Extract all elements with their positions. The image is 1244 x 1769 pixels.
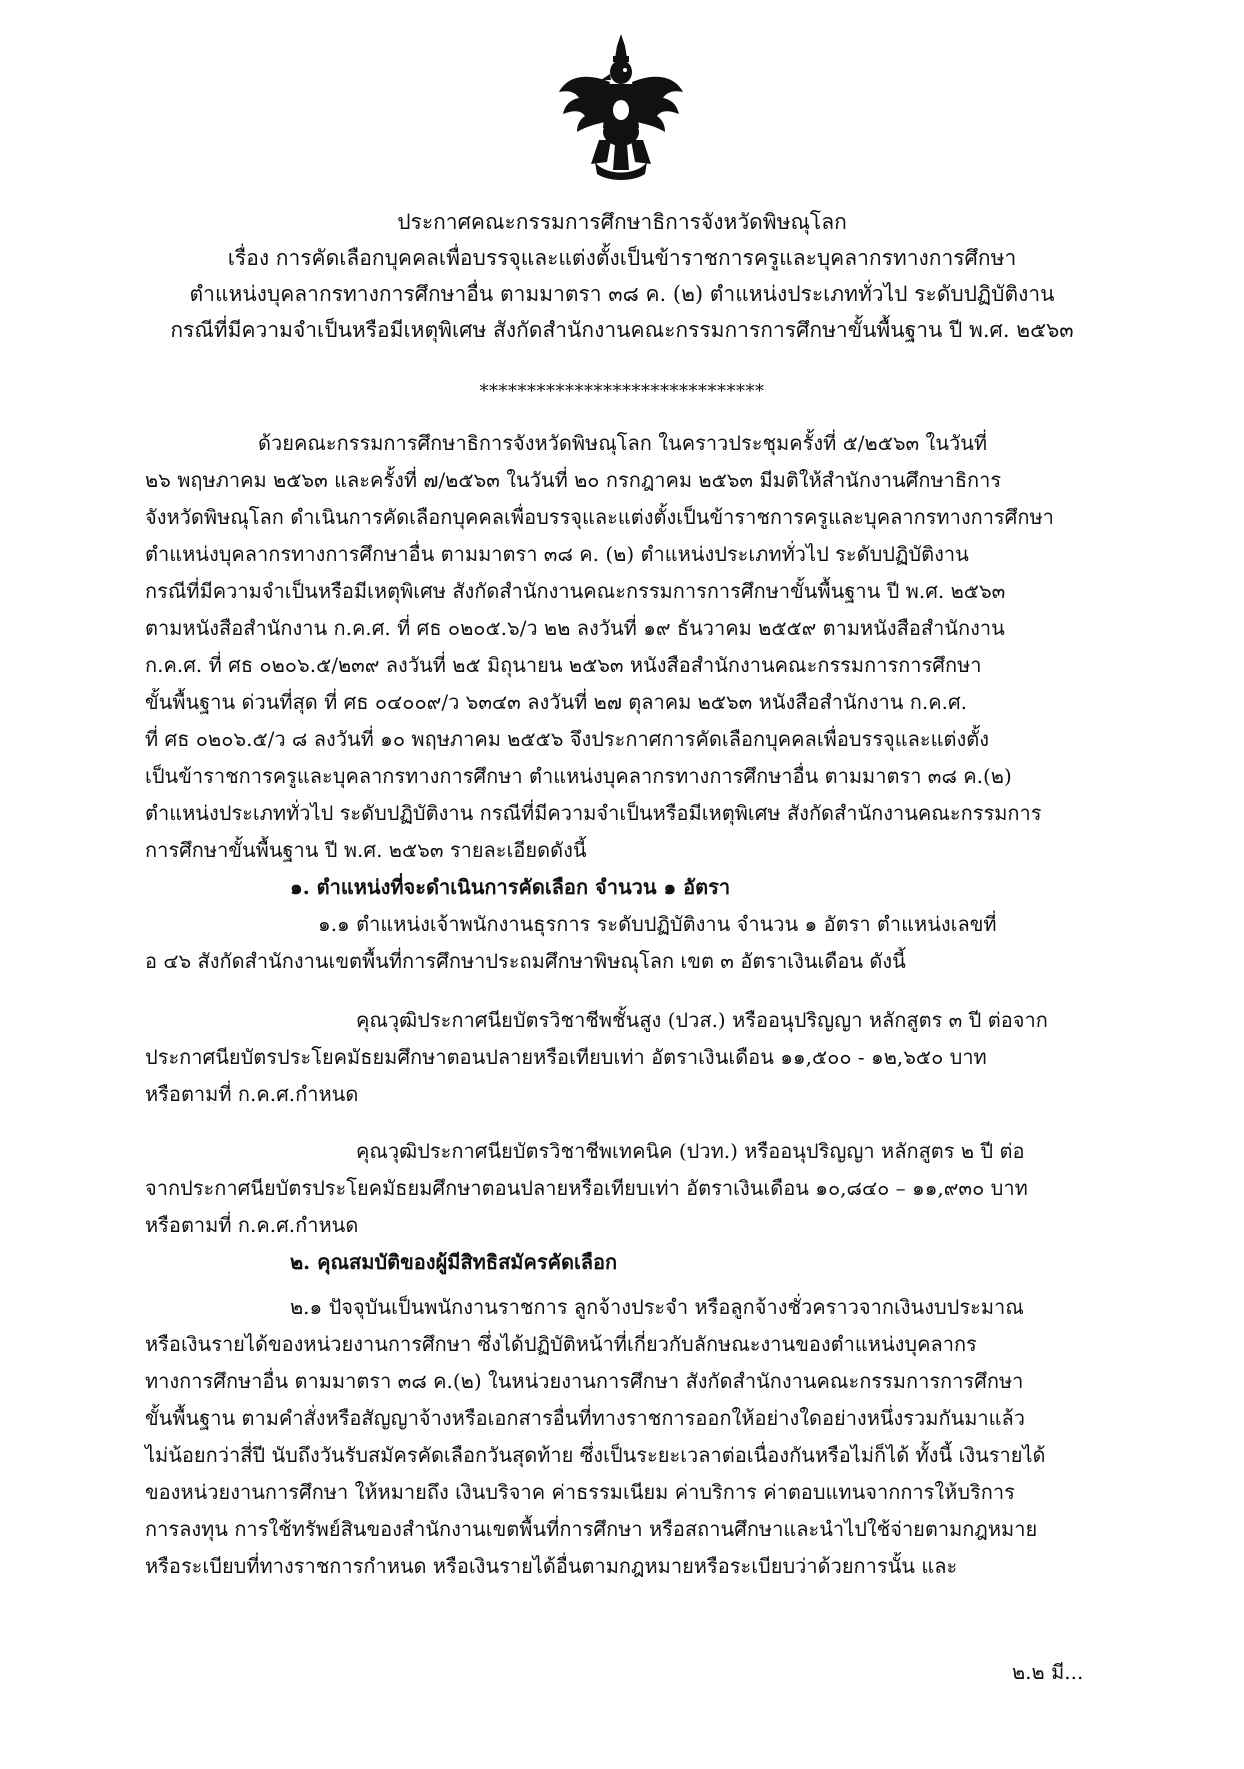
body-line: จังหวัดพิษณุโลก ดำเนินการคัดเลือกบุคคลเพื่อบรรจุและแต่งตั้งเป็นข้าราชการครูและบุคลากรทางการศึกษา (145, 505, 1054, 529)
body-line: ที่ ศธ ๐๒๐๖.๕/ว ๘ ลงวันที่ ๑๐ พฤษภาคม ๒๕๕๖ จึงประกาศการคัดเลือกบุคคลเพื่อบรรจุและแต่งตั้ง (145, 727, 990, 751)
body-line: หรือตามที่ ก.ค.ศ.กำหนด (145, 1213, 359, 1237)
document-title: ประกาศคณะกรรมการศึกษาธิการจังหวัดพิษณุโลก (397, 210, 847, 234)
body-line: กรณีที่มีความจำเป็นหรือมีเหตุพิเศษ สังกัดสำนักงานคณะกรรมการการศึกษาขั้นพื้นฐาน ปี พ.ศ. ๒๕๖๓ (145, 579, 1006, 603)
subject-line: กรณีที่มีความจำเป็นหรือมีเหตุพิเศษ สังกัดสำนักงานคณะกรรมการการศึกษาขั้นพื้นฐาน ปี พ.ศ. ๒๕๖๓ (170, 318, 1074, 342)
body-line: จากประกาศนียบัตรประโยคมัธยมศึกษาตอนปลายหรือเทียบเท่า อัตราเงินเดือน ๑๐,๘๔๐ – ๑๑,๙๓๐ บาท (145, 1176, 1028, 1200)
header-separator: ****************************** (479, 381, 765, 402)
subject-line: เรื่อง การคัดเลือกบุคคลเพื่อบรรจุและแต่งตั้งเป็นข้าราชการครูและบุคลากรทางการศึกษา (227, 246, 1017, 270)
body-line: ด้วยคณะกรรมการศึกษาธิการจังหวัดพิษณุโลก ในคราวประชุมครั้งที่ ๕/๒๕๖๓ ในวันที่ (258, 431, 988, 455)
body-line: ประกาศนียบัตรประโยคมัธยมศึกษาตอนปลายหรือเทียบเท่า อัตราเงินเดือน ๑๑,๕๐๐ - ๑๒,๖๕๐ บาท (145, 1045, 987, 1069)
subject-line: ตำแหน่งบุคลากรทางการศึกษาอื่น ตามมาตรา ๓๘ ค. (๒) ตำแหน่งประเภททั่วไป ระดับปฏิบัติงาน (189, 282, 1055, 306)
body-line: ของหน่วยงานการศึกษา ให้หมายถึง เงินบริจาค ค่าธรรมเนียม ค่าบริการ ค่าตอบแทนจากการให้บริการ (145, 1480, 1015, 1504)
body-line: การลงทุน การใช้ทรัพย์สินของสำนักงานเขตพื้นที่การศึกษา หรือสถานศึกษาและนำไปใช้จ่ายตามกฎหมาย (145, 1517, 1038, 1541)
body-line: ๒.๑ ปัจจุบันเป็นพนักงานราชการ ลูกจ้างประจำ หรือลูกจ้างชั่วคราวจากเงินงบประมาณ (290, 1295, 1024, 1319)
body-line: การศึกษาขั้นพื้นฐาน ปี พ.ศ. ๒๕๖๓ รายละเอียดดังนี้ (145, 838, 587, 862)
body-line: ทางการศึกษาอื่น ตามมาตรา ๓๘ ค.(๒) ในหน่วยงานการศึกษา สังกัดสำนักงานคณะกรรมการการศึกษา (145, 1369, 1024, 1393)
body-line: ขั้นพื้นฐาน ตามคำสั่งหรือสัญญาจ้างหรือเอกสารอื่นที่ทางราชการออกให้อย่างใดอย่างหนึ่งรวมกันมาแล้ว (145, 1406, 1026, 1430)
body-line: ตามหนังสือสำนักงาน ก.ค.ศ. ที่ ศธ ๐๒๐๕.๖/ว ๒๒ ลงวันที่ ๑๙ ธันวาคม ๒๕๕๙ ตามหนังสือสำนักงาน (145, 616, 1005, 640)
body-line: เป็นข้าราชการครูและบุคลากรทางการศึกษา ตำแหน่งบุคลากรทางการศึกษาอื่น ตามมาตรา ๓๘ ค.(๒) (145, 764, 1012, 788)
body-line: หรือระเบียบที่ทางราชการกำหนด หรือเงินรายได้อื่นตามกฎหมายหรือระเบียบว่าด้วยการนั้น และ (145, 1554, 958, 1578)
section-heading: ๑. ตำแหน่งที่จะดำเนินการคัดเลือก จำนวน ๑ อัตรา (290, 875, 731, 899)
body-line: หรือตามที่ ก.ค.ศ.กำหนด (145, 1082, 359, 1106)
body-line: ไม่น้อยกว่าสี่ปี นับถึงวันรับสมัครคัดเลือกวันสุดท้าย ซึ่งเป็นระยะเวลาต่อเนื่องกันหรือไม่ก็ได้ ทั้งนี้ เงินรายได้ (145, 1443, 1046, 1467)
body-line: หรือเงินรายได้ของหน่วยงานการศึกษา ซึ่งได้ปฏิบัติหน้าที่เกี่ยวกับลักษณะงานของตำแหน่งบุคลากร (145, 1332, 977, 1356)
section-heading: ๒. คุณสมบัติของผู้มีสิทธิสมัครคัดเลือก (290, 1250, 618, 1274)
body-line: อ ๔๖ สังกัดสำนักงานเขตพื้นที่การศึกษาประถมศึกษาพิษณุโลก เขต ๓ อัตราเงินเดือน ดังนี้ (145, 949, 906, 973)
body-line: ตำแหน่งบุคลากรทางการศึกษาอื่น ตามมาตรา ๓๘ ค. (๒) ตำแหน่งประเภททั่วไป ระดับปฏิบัติงาน (145, 542, 969, 566)
body-line: ก.ค.ศ. ที่ ศธ ๐๒๐๖.๕/๒๓๙ ลงวันที่ ๒๕ มิถุนายน ๒๕๖๓ หนังสือสำนักงานคณะกรรมการการศึกษา (145, 653, 982, 677)
page-continuation: ๒.๒ มี... (1012, 1660, 1084, 1684)
garuda-emblem-icon (555, 32, 687, 182)
body-line: คุณวุฒิประกาศนียบัตรวิชาชีพเทคนิค (ปวท.) หรืออนุปริญญา หลักสูตร ๒ ปี ต่อ (356, 1139, 1025, 1163)
body-line: ๒๖ พฤษภาคม ๒๕๖๓ และครั้งที่ ๗/๒๕๖๓ ในวันที่ ๒๐ กรกฎาคม ๒๕๖๓ มีมติให้สำนักงานศึกษาธิการ (145, 468, 1002, 492)
body-line: คุณวุฒิประกาศนียบัตรวิชาชีพชั้นสูง (ปวส.) หรืออนุปริญญา หลักสูตร ๓ ปี ต่อจาก (356, 1008, 1048, 1032)
body-line: ๑.๑ ตำแหน่งเจ้าพนักงานธุรการ ระดับปฏิบัติงาน จำนวน ๑ อัตรา ตำแหน่งเลขที่ (318, 912, 997, 936)
body-line: ขั้นพื้นฐาน ด่วนที่สุด ที่ ศธ ๐๔๐๐๙/ว ๖๓๔๓ ลงวันที่ ๒๗ ตุลาคม ๒๕๖๓ หนังสือสำนักงาน ก.ค.ศ. (145, 690, 968, 714)
body-line: ตำแหน่งประเภททั่วไป ระดับปฏิบัติงาน กรณีที่มีความจำเป็นหรือมีเหตุพิเศษ สังกัดสำนักงานคณะกรรมการ (145, 801, 1042, 825)
